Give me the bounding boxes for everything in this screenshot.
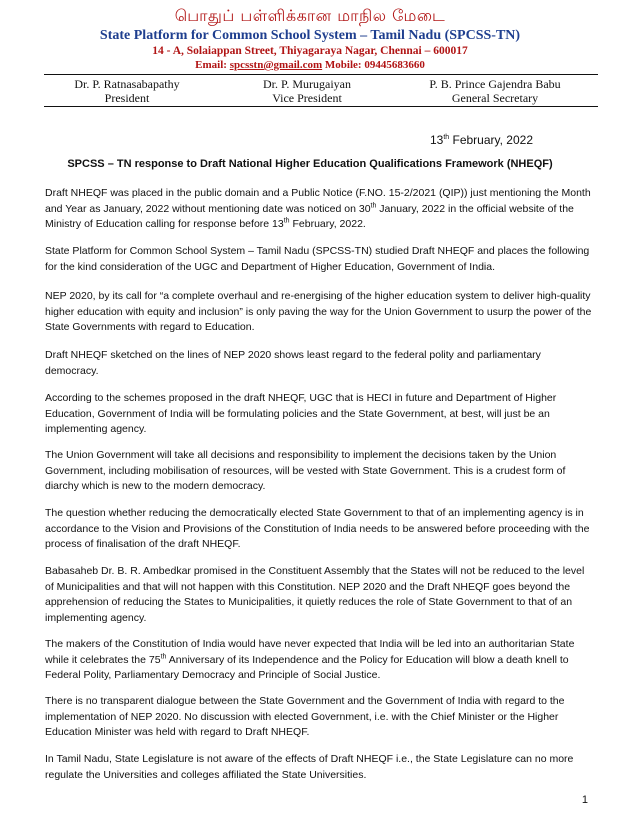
office-bearer-role: President xyxy=(104,91,150,105)
paragraph-3: NEP 2020, by its call for “a complete overhaul and re-energising of the higher education system to deliver high-quality higher education with equity and inclusion” is only paving the way for the Union Government to usurp the power of the State Governments with regard to Education. xyxy=(45,290,592,334)
email-label: Email: xyxy=(195,59,227,71)
paragraph-8: Babasaheb Dr. B. R. Ambedkar promised in the Constituent Assembly that the States will not be reduced to the level of Municipalities and that will not happen with this Constitution. NEP 2020 and the Draft NHEQF goes beyond the apprehension of reducing the States to Municipalities, it quietly reduces the role of State Government to that of an implementing agency. xyxy=(45,565,585,624)
p9-sup: th xyxy=(160,653,167,661)
office-bearer-name: P. B. Prince Gajendra Babu xyxy=(429,77,561,91)
letterhead-contact xyxy=(0,59,620,71)
office-bearer-general-secretary xyxy=(400,77,590,105)
paragraph-9 xyxy=(45,637,593,684)
paragraph-11: In Tamil Nadu, State Legislature is not aware of the effects of Draft NHEQF i.e., the State Legislature can no more regulate the Universities and colleges affiliated the State Universities. xyxy=(45,753,574,781)
paragraph-4: Draft NHEQF sketched on the lines of NEP 2020 shows least regard to the federal polity and parliamentary democracy. xyxy=(45,349,541,377)
mobile-label: Mobile: xyxy=(324,59,362,71)
office-bearer-role: General Secretary xyxy=(451,91,539,105)
letterhead-org-name: State Platform for Common School System – Tamil Nadu (SPCSS-TN) xyxy=(99,28,521,43)
p1-sup-1: th xyxy=(370,202,377,210)
paragraph-1 xyxy=(45,186,593,233)
letterhead-tamil-title: பொதுப் பள்ளிக்கான மாநில மேடை xyxy=(174,6,446,25)
p1-text-a: Draft NHEQF was placed in the public domain and a Public Notice (F.NO. 15-2/2021 (QIP)) just mentioning the Month and Year as January, 2022 without mentioning date was noticed on 30 xyxy=(45,187,591,215)
office-bearer-president xyxy=(52,77,202,105)
header-divider-top xyxy=(44,74,598,75)
office-bearer-vice-president xyxy=(232,77,382,105)
page-number: 1 xyxy=(581,794,588,806)
p1-text-c: February, 2022. xyxy=(289,218,366,231)
p1-sup-2: th xyxy=(283,217,290,225)
paragraph-5: According to the schemes proposed in the draft NHEQF, UGC that is HECI in future and Department of Higher Education, Government of India will be formulating policies and the State Government, at best, will just be an implementing agency. xyxy=(45,392,557,436)
paragraph-7: The question whether reducing the democratically elected State Government to that of an implementing agency is in accordance to the Vision and Provisions of the Constitution of India needs to be answered before proceeding with the process of finalisation of the draft NHEQF. xyxy=(45,507,590,551)
paragraph-10: There is no transparent dialogue between the State Government and the Government of India with regard to the implementation of NEP 2020. No discussion with elected Government, i.e. with the Chief Minister or the Higher Education Minister was held with regard to Draft NHEQF. xyxy=(45,695,565,739)
letter-subject: SPCSS – TN response to Draft National Higher Education Qualifications Framework (NHEQF) xyxy=(67,158,553,170)
office-bearer-name: Dr. P. Murugaiyan xyxy=(263,77,351,91)
office-bearer-role: Vice President xyxy=(272,91,342,105)
letterhead-address: 14 - A, Solaiappan Street, Thiyagaraya Nagar, Chennai – 600017 xyxy=(152,45,468,57)
p1-text-b: January, 2022 in the official website of the Ministry of Education calling for response before 13 xyxy=(45,202,574,231)
header-divider-bottom xyxy=(44,106,598,107)
date-suffix: th xyxy=(443,134,450,141)
mobile-number: 09445683660 xyxy=(364,59,425,71)
date-day: 13 xyxy=(429,133,444,147)
paragraph-6: The Union Government will take all decisions and responsibility to implement the decisions taken by the Union Government, including mobilisation of resources, will be vested with State Government. This is a crudest form of diarchy which is new to the modern democracy. xyxy=(45,449,566,493)
p9-text-a: The makers of the Constitution of India would have never expected that India will be led into an authoritarian State while it celebrates the 75 xyxy=(45,638,575,666)
office-bearer-name: Dr. P. Ratnasabapathy xyxy=(74,77,180,91)
paragraph-2: State Platform for Common School System – Tamil Nadu (SPCSS-TN) studied Draft NHEQF and places the following for the kind consideration of the UGC and Department of Higher Education, Government of India. xyxy=(45,245,590,273)
p9-text-b: Anniversary of its Independence and the Policy for Education will blow a death knell to Federal Polity, Parliamentary Democracy and Principle of Social Justice. xyxy=(45,653,569,682)
email-link[interactable]: spcsstn@gmail.com xyxy=(229,59,323,71)
letter-date xyxy=(430,133,533,147)
date-rest: February, 2022 xyxy=(449,133,533,147)
